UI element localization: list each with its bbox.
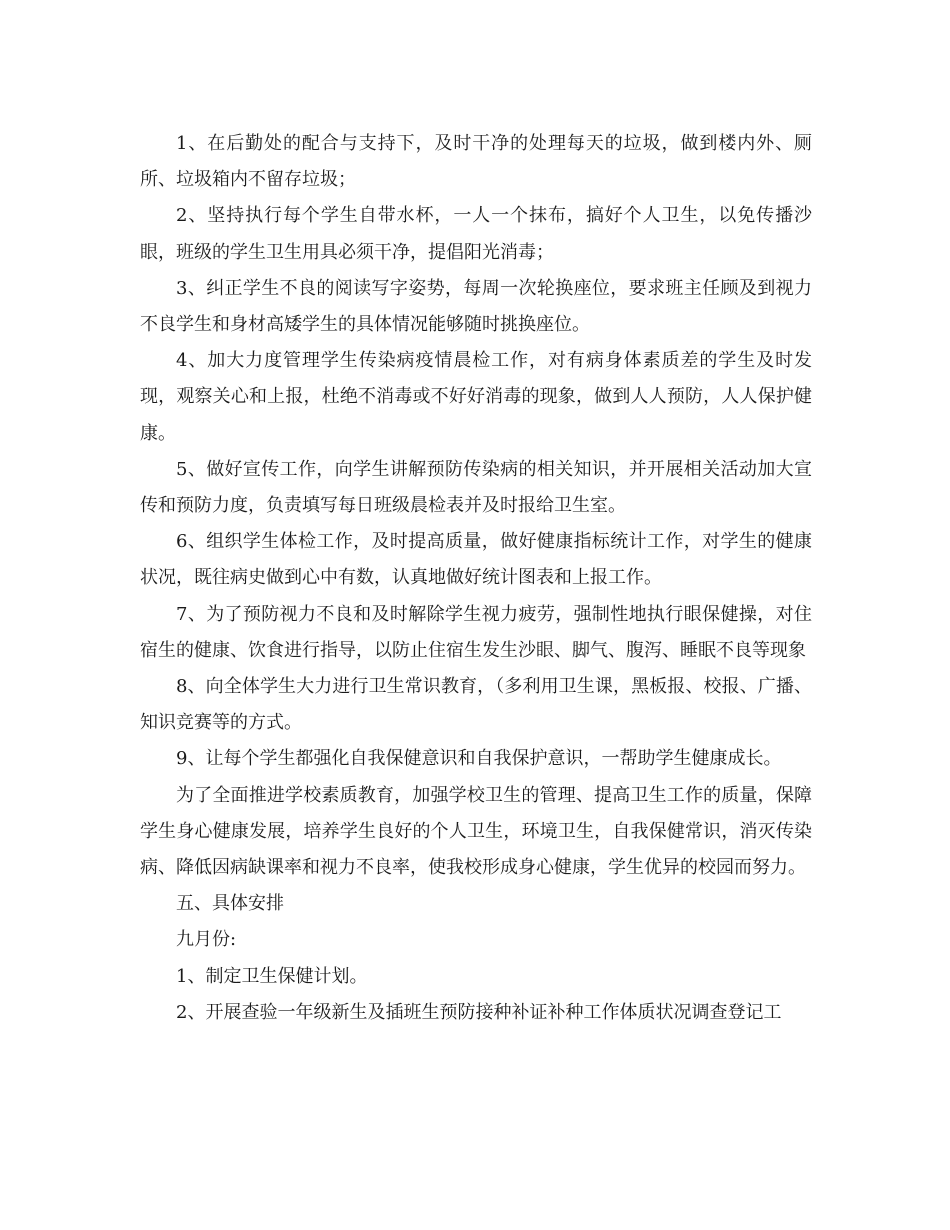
month-heading: 九月份: xyxy=(176,929,237,951)
paragraph-item-7: 7、为了预防视力不良和及时解除学生视力疲劳，强制性地执行眼保健操，对住宿生的健康、饮食进行指导，以防止住宿生发生沙眼、脚气、腹泻、睡眠不良等现象 xyxy=(140,603,812,661)
schedule-item-1: 1、制定卫生保健计划。 xyxy=(176,965,368,987)
paragraph-item-1: 1、在后勤处的配合与支持下，及时干净的处理每天的垃圾，做到楼内外、厕所、垃圾箱内不留存垃圾； xyxy=(140,133,812,191)
paragraph-item-5: 5、做好宣传工作，向学生讲解预防传染病的相关知识，并开展相关活动加大宣传和预防力度，负责填写每日班级晨检表并及时报给卫生室。 xyxy=(140,458,812,517)
schedule-item-2: 2、开展查验一年级新生及插班生预防接种补证补种工作体质状况调查登记工 xyxy=(176,1001,782,1023)
paragraph-item-6: 6、组织学生体检工作，及时提高质量，做好健康指标统计工作，对学生的健康状况，既往病史做到心中有数，认真地做好统计图表和上报工作。 xyxy=(140,531,812,589)
paragraph-item-8: 8、向全体学生大力进行卫生常识教育，（多利用卫生课，黑板报、校报、广播、知识竞赛等的方式。 xyxy=(140,676,812,734)
section-heading: 五、具体安排 xyxy=(176,893,284,915)
paragraph-summary: 为了全面推进学校素质教育，加强学校卫生的管理、提高卫生工作的质量，保障学生身心健康发展，培养学生良好的个人卫生，环境卫生，自我保健常识，消灭传染病、降低因病缺课率和视力不良率，使我校形成身心健康，学生优异的校园而努力。 xyxy=(140,784,812,879)
paragraph-item-3: 3、纠正学生不良的阅读写字姿势，每周一次轮换座位，要求班主任顾及到视力不良学生和身材高矮学生的具体情况能够随时挑换座位。 xyxy=(140,277,812,336)
paragraph-item-2: 2、坚持执行每个学生自带水杯，一人一个抹布，搞好个人卫生，以免传播沙眼，班级的学生卫生用具必须干净，提倡阳光消毒； xyxy=(140,205,812,263)
document-body xyxy=(140,126,812,1031)
paragraph-item-9: 9、让每个学生都强化自我保健意识和自我保护意识，一帮助学生健康成长。 xyxy=(176,748,782,770)
paragraph-item-4: 4、加大力度管理学生传染病疫情晨检工作，对有病身体素质差的学生及时发现，观察关心和上报，杜绝不消毒或不好好消毒的现象，做到人人预防，人人保护健康。 xyxy=(140,350,812,444)
